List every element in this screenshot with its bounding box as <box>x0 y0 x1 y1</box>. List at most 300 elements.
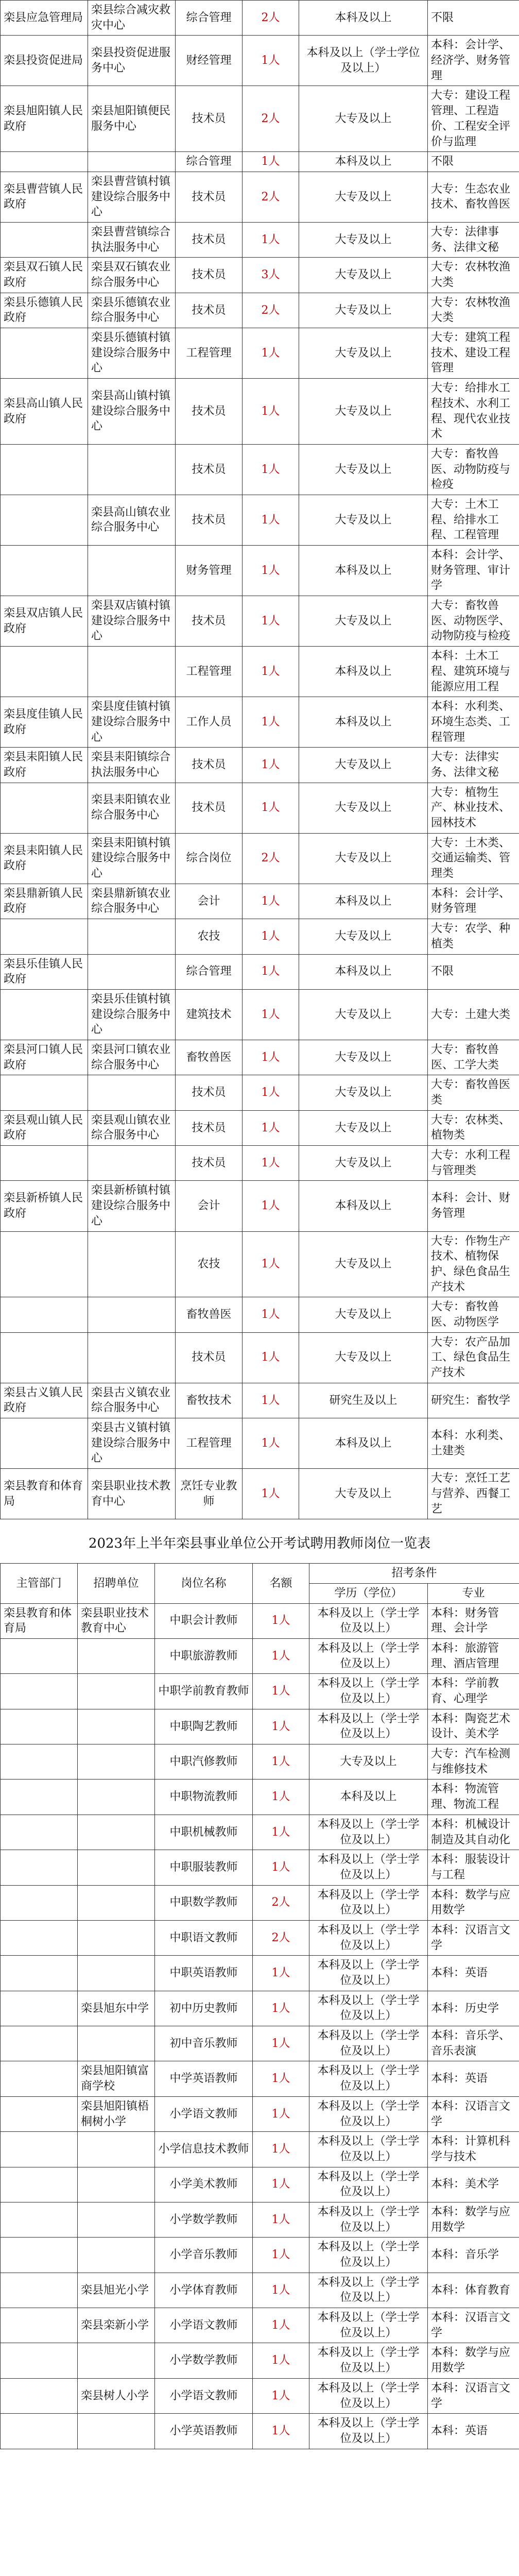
cell-post: 小学英语教师 <box>155 2414 253 2449</box>
cell-major: 大专：建筑工程技术、建设工程管理 <box>428 328 519 379</box>
cell-edu: 本科及以上（学士学位及以上） <box>309 1850 428 1885</box>
cell-edu: 本科及以上（学士学位及以上） <box>309 1885 428 1920</box>
cell-post: 中职机械教师 <box>155 1815 253 1850</box>
table-row <box>1 919 519 954</box>
cell-main <box>1 2096 78 2131</box>
cell-post: 中职陶艺教师 <box>155 1709 253 1744</box>
cell-unit: 栾县栾新小学 <box>78 2308 155 2343</box>
cell-unit <box>88 919 176 954</box>
cell-edu: 大专及以上 <box>299 1469 428 1519</box>
cell-unit <box>78 2167 155 2202</box>
header-cond: 招考条件 <box>309 1564 519 1584</box>
cell-unit <box>88 1332 176 1383</box>
cell-main <box>1 647 88 697</box>
cell-post: 会计 <box>176 1181 243 1231</box>
table-row <box>1 1231 519 1297</box>
cell-major: 大专：生态农业技术、畜牧兽医 <box>428 172 519 222</box>
cell-unit: 栾县度佳镇村镇建设综合服务中心 <box>88 697 176 748</box>
cell-post: 建筑技术 <box>176 989 243 1040</box>
cell-post: 小学语文教师 <box>155 2308 253 2343</box>
cell-post: 技术员 <box>176 1146 243 1181</box>
table-row <box>1 1146 519 1181</box>
cell-main <box>1 2378 78 2413</box>
cell-post: 技术员 <box>176 258 243 293</box>
cell-main <box>1 2061 78 2096</box>
cell-major: 大专：农学、种植类 <box>428 919 519 954</box>
cell-num: 1人 <box>253 1638 309 1673</box>
table-row <box>1 884 519 919</box>
cell-main <box>1 2132 78 2167</box>
cell-edu: 大专及以上 <box>299 1075 428 1110</box>
cell-edu: 本科及以上 <box>299 1 428 36</box>
cell-post: 初中历史教师 <box>155 1991 253 2026</box>
cell-edu: 本科及以上 <box>309 1780 428 1815</box>
cell-num: 1人 <box>253 1744 309 1780</box>
cell-edu: 大专及以上 <box>299 596 428 647</box>
cell-post: 中职物流教师 <box>155 1780 253 1815</box>
cell-unit <box>78 2132 155 2167</box>
cell-post: 中职语文教师 <box>155 1920 253 1955</box>
cell-num: 2人 <box>243 86 299 152</box>
cell-edu: 大专及以上 <box>299 172 428 222</box>
table-row <box>1 328 519 379</box>
cell-unit: 栾县乐佳镇村镇建设综合服务中心 <box>88 989 176 1040</box>
cell-num: 1人 <box>253 2273 309 2308</box>
cell-edu: 大专及以上 <box>299 258 428 293</box>
cell-post: 技术员 <box>176 596 243 647</box>
cell-post: 技术员 <box>176 1075 243 1110</box>
cell-num: 1人 <box>243 546 299 596</box>
table-row <box>1 1638 519 1673</box>
cell-edu: 本科及以上 <box>299 697 428 748</box>
cell-edu: 本科及以上（学士学位及以上） <box>309 2026 428 2061</box>
cell-main <box>1 2343 78 2378</box>
cell-major: 本科：体育教育 <box>428 2273 519 2308</box>
cell-num: 1人 <box>253 1991 309 2026</box>
cell-main: 栾县古义镇人民政府 <box>1 1383 88 1418</box>
table-row <box>1 783 519 833</box>
table-row <box>1 1040 519 1075</box>
cell-post: 农技 <box>176 1231 243 1297</box>
cell-edu: 大专及以上 <box>299 1040 428 1075</box>
table-row <box>1 2308 519 2343</box>
cell-major: 本科：音乐学 <box>428 2238 519 2273</box>
cell-edu: 本科及以上（学士学位及以上） <box>309 2096 428 2131</box>
table-row <box>1 2273 519 2308</box>
cell-num: 1人 <box>243 884 299 919</box>
cell-num: 2人 <box>243 1 299 36</box>
cell-major: 不限 <box>428 1 519 36</box>
cell-num: 1人 <box>243 1332 299 1383</box>
cell-main <box>1 989 88 1040</box>
cell-main: 栾县乐佳镇人民政府 <box>1 954 88 989</box>
cell-major: 本科：英语 <box>428 1956 519 1991</box>
cell-unit <box>78 1744 155 1780</box>
table-row <box>1 1418 519 1469</box>
header-major: 专业 <box>428 1583 519 1603</box>
cell-unit: 栾县旭东中学 <box>78 1991 155 2026</box>
cell-edu: 大专及以上 <box>299 1231 428 1297</box>
cell-num: 1人 <box>243 1075 299 1110</box>
cell-major: 大专：作物生产技术、植物保护、绿色食品生产技术 <box>428 1231 519 1297</box>
table-row <box>1 2061 519 2096</box>
cell-num: 1人 <box>243 36 299 86</box>
cell-edu: 本科及以上（学士学位及以上） <box>309 2061 428 2096</box>
cell-major: 本科：会计学、经济学、财务管理 <box>428 36 519 86</box>
cell-post: 综合管理 <box>176 954 243 989</box>
cell-post: 畜牧兽医 <box>176 1040 243 1075</box>
cell-major: 大专：土木类、交通运输类、管理类 <box>428 833 519 884</box>
cell-main <box>1 1956 78 1991</box>
cell-main: 栾县教育和体育局 <box>1 1603 78 1638</box>
cell-post: 工程管理 <box>176 647 243 697</box>
cell-edu: 大专及以上 <box>299 919 428 954</box>
cell-edu: 大专及以上 <box>299 833 428 884</box>
cell-main <box>1 2202 78 2237</box>
cell-major: 本科：会计学、财务管理 <box>428 884 519 919</box>
cell-edu: 本科及以上（学士学位及以上） <box>309 1674 428 1709</box>
table-row <box>1 1674 519 1709</box>
cell-post: 技术员 <box>176 222 243 257</box>
header-post: 岗位名称 <box>155 1564 253 1603</box>
cell-edu: 大专及以上 <box>299 86 428 152</box>
cell-post: 中职数学教师 <box>155 1885 253 1920</box>
cell-main: 栾县河口镇人民政府 <box>1 1040 88 1075</box>
cell-major: 大专：畜牧兽医、动物医学 <box>428 1297 519 1332</box>
cell-main <box>1 783 88 833</box>
cell-unit <box>88 647 176 697</box>
cell-unit: 栾县职业技术教育中心 <box>88 1469 176 1519</box>
cell-edu: 本科及以上（学士学位及以上） <box>309 1920 428 1955</box>
cell-post: 工程管理 <box>176 328 243 379</box>
cell-unit: 栾县树人小学 <box>78 2378 155 2413</box>
cell-post: 小学语文教师 <box>155 2096 253 2131</box>
cell-main: 栾县旭阳镇人民政府 <box>1 86 88 152</box>
cell-edu: 大专及以上 <box>299 748 428 783</box>
table-row <box>1 36 519 86</box>
cell-edu: 本科及以上 <box>299 1181 428 1231</box>
cell-edu: 本科及以上（学士学位及以上） <box>309 2202 428 2237</box>
table-row <box>1 2238 519 2273</box>
cell-unit <box>78 2202 155 2237</box>
cell-unit: 栾县高山镇村镇建设综合服务中心 <box>88 379 176 445</box>
cell-unit <box>88 152 176 172</box>
cell-edu: 本科及以上 <box>299 954 428 989</box>
cell-num: 1人 <box>243 1383 299 1418</box>
cell-num: 1人 <box>243 1146 299 1181</box>
cell-unit <box>88 1297 176 1332</box>
cell-major: 本科：会计学、财务管理、审计学 <box>428 546 519 596</box>
table-row <box>1 1603 519 1638</box>
cell-post: 技术员 <box>176 172 243 222</box>
cell-major: 不限 <box>428 152 519 172</box>
cell-edu: 大专及以上 <box>299 1146 428 1181</box>
table-row <box>1 172 519 222</box>
cell-num: 1人 <box>243 748 299 783</box>
cell-post: 小学数学教师 <box>155 2202 253 2237</box>
cell-num: 1人 <box>253 2378 309 2413</box>
cell-post: 中职会计教师 <box>155 1603 253 1638</box>
table-row <box>1 1383 519 1418</box>
cell-edu: 本科及以上（学士学位及以上） <box>309 2132 428 2167</box>
table-row <box>1 954 519 989</box>
cell-edu: 本科及以上（学士学位及以上） <box>309 1956 428 1991</box>
cell-major: 本科：汉语言文学 <box>428 2378 519 2413</box>
cell-num: 1人 <box>253 2308 309 2343</box>
table-row <box>1 1332 519 1383</box>
table-row <box>1 2026 519 2061</box>
cell-post: 技术员 <box>176 783 243 833</box>
cell-major: 大专：烹饪工艺与营养、西餐工艺 <box>428 1469 519 1519</box>
cell-main <box>1 2414 78 2449</box>
table-row <box>1 989 519 1040</box>
cell-main <box>1 444 88 495</box>
cell-post: 小学信息技术教师 <box>155 2132 253 2167</box>
cell-major: 不限 <box>428 954 519 989</box>
cell-post: 财经管理 <box>176 36 243 86</box>
cell-major: 大专：汽车检测与维修技术 <box>428 1744 519 1780</box>
cell-major: 本科：计算机科学与技术 <box>428 2132 519 2167</box>
table-row <box>1 1956 519 1991</box>
cell-num: 2人 <box>243 833 299 884</box>
table-row <box>1 2202 519 2237</box>
cell-edu: 本科及以上 <box>299 647 428 697</box>
cell-major: 大专：土建大类 <box>428 989 519 1040</box>
cell-edu: 大专及以上 <box>309 1744 428 1780</box>
cell-unit: 栾县耒阳镇村镇建设综合服务中心 <box>88 833 176 884</box>
cell-post: 技术员 <box>176 86 243 152</box>
table-row <box>1 1297 519 1332</box>
cell-unit <box>78 1850 155 1885</box>
cell-main <box>1 1638 78 1673</box>
cell-major: 大专：法律实务、法律文秘 <box>428 748 519 783</box>
cell-unit <box>88 1075 176 1110</box>
cell-unit: 栾县河口镇农业综合服务中心 <box>88 1040 176 1075</box>
cell-unit <box>78 1815 155 1850</box>
cell-num: 1人 <box>243 152 299 172</box>
table-row <box>1 152 519 172</box>
cell-major: 本科：水利类、土建类 <box>428 1418 519 1469</box>
cell-edu: 大专及以上 <box>299 1110 428 1145</box>
cell-unit: 栾县耒阳镇综合执法服务中心 <box>88 748 176 783</box>
table-row <box>1 444 519 495</box>
cell-num: 1人 <box>243 1231 299 1297</box>
table-row <box>1 86 519 152</box>
cell-unit <box>78 1638 155 1673</box>
cell-num: 1人 <box>253 1956 309 1991</box>
cell-main <box>1 1297 88 1332</box>
cell-num: 1人 <box>253 2414 309 2449</box>
cell-unit <box>78 1885 155 1920</box>
header-edu: 学历（学位） <box>309 1583 428 1603</box>
cell-num: 3人 <box>243 258 299 293</box>
table-row <box>1 2167 519 2202</box>
cell-post: 技术员 <box>176 293 243 328</box>
table-row <box>1 1920 519 1955</box>
cell-unit <box>78 1956 155 1991</box>
cell-major: 大专：农林牧渔大类 <box>428 258 519 293</box>
cell-num: 1人 <box>243 1040 299 1075</box>
cell-unit: 栾县投资促进服务中心 <box>88 36 176 86</box>
cell-unit <box>88 546 176 596</box>
cell-num: 1人 <box>243 1469 299 1519</box>
table-row <box>1 2132 519 2167</box>
cell-major: 大专：建设工程管理、工程造价、工程安全评价与监理 <box>428 86 519 152</box>
table-row <box>1 1075 519 1110</box>
cell-main: 栾县双石镇人民政府 <box>1 258 88 293</box>
cell-post: 小学数学教师 <box>155 2343 253 2378</box>
cell-num: 1人 <box>253 2202 309 2237</box>
cell-post: 中学英语教师 <box>155 2061 253 2096</box>
cell-num: 1人 <box>253 2061 309 2096</box>
cell-main <box>1 1709 78 1744</box>
cell-post: 工作人员 <box>176 697 243 748</box>
cell-edu: 本科及以上（学士学位及以上） <box>309 1815 428 1850</box>
table-row <box>1 1815 519 1850</box>
table-row <box>1 1181 519 1231</box>
cell-num: 1人 <box>253 1709 309 1744</box>
cell-post: 小学美术教师 <box>155 2167 253 2202</box>
cell-major: 本科：美术学 <box>428 2167 519 2202</box>
cell-unit: 栾县双石镇农业综合服务中心 <box>88 258 176 293</box>
cell-unit: 栾县乐德镇农业综合服务中心 <box>88 293 176 328</box>
cell-num: 1人 <box>253 2026 309 2061</box>
table-row <box>1 293 519 328</box>
table-row <box>1 1885 519 1920</box>
cell-num: 1人 <box>253 1780 309 1815</box>
positions-table-2 <box>0 1563 519 2449</box>
cell-main <box>1 1920 78 1955</box>
cell-num: 1人 <box>243 495 299 545</box>
cell-unit <box>78 1780 155 1815</box>
cell-unit <box>88 444 176 495</box>
cell-edu: 本科及以上（学士学位及以上） <box>309 1991 428 2026</box>
cell-major: 本科：学前教育、心理学 <box>428 1674 519 1709</box>
cell-edu: 本科及以上 <box>299 1418 428 1469</box>
cell-unit: 栾县古义镇农业综合服务中心 <box>88 1383 176 1418</box>
cell-edu: 本科及以上（学士学位及以上） <box>309 1709 428 1744</box>
cell-num: 1人 <box>243 697 299 748</box>
table-row <box>1 2343 519 2378</box>
cell-unit <box>78 2238 155 2273</box>
cell-post: 烹饪专业教师 <box>176 1469 243 1519</box>
cell-main <box>1 1885 78 1920</box>
header-unit: 招聘单位 <box>78 1564 155 1603</box>
cell-main <box>1 222 88 257</box>
cell-edu: 本科及以上（学士学位及以上） <box>309 1638 428 1673</box>
cell-num: 1人 <box>243 328 299 379</box>
cell-main <box>1 152 88 172</box>
cell-major: 大专：农产品加工、绿色食品生产技术 <box>428 1332 519 1383</box>
cell-unit: 栾县古义镇村镇建设综合服务中心 <box>88 1418 176 1469</box>
cell-edu: 本科及以上（学士学位及以上） <box>309 2378 428 2413</box>
cell-edu: 本科及以上（学士学位及以上） <box>309 2343 428 2378</box>
cell-main: 栾县双店镇人民政府 <box>1 596 88 647</box>
table-row <box>1 495 519 545</box>
cell-num: 1人 <box>253 2343 309 2378</box>
cell-num: 1人 <box>243 919 299 954</box>
cell-major: 大专：植物生产、林业技术、园林技术 <box>428 783 519 833</box>
cell-num: 1人 <box>243 954 299 989</box>
cell-unit: 栾县职业技术教育中心 <box>78 1603 155 1638</box>
cell-edu: 大专及以上 <box>299 495 428 545</box>
cell-major: 大专：畜牧兽医、工学大类 <box>428 1040 519 1075</box>
cell-num: 2人 <box>243 172 299 222</box>
cell-unit <box>88 1146 176 1181</box>
cell-edu: 大专及以上 <box>299 444 428 495</box>
cell-num: 1人 <box>253 2167 309 2202</box>
cell-major: 大专：土木工程、给排水工程、工程管理 <box>428 495 519 545</box>
table-row <box>1 1 519 36</box>
cell-post: 技术员 <box>176 748 243 783</box>
cell-main <box>1 1991 78 2026</box>
cell-main: 栾县应急管理局 <box>1 1 88 36</box>
cell-main: 栾县鼎新镇人民政府 <box>1 884 88 919</box>
cell-num: 2人 <box>253 1885 309 1920</box>
cell-main <box>1 1850 78 1885</box>
table-row <box>1 748 519 783</box>
cell-main <box>1 546 88 596</box>
cell-main: 栾县观山镇人民政府 <box>1 1110 88 1145</box>
cell-main <box>1 2026 78 2061</box>
cell-main <box>1 1231 88 1297</box>
cell-num: 1人 <box>253 1603 309 1638</box>
cell-major: 大专：畜牧兽医、动物医学、动物防疫与检疫 <box>428 596 519 647</box>
cell-main <box>1 2308 78 2343</box>
cell-edu: 本科及以上（学士学位及以上） <box>309 2167 428 2202</box>
cell-post: 技术员 <box>176 1110 243 1145</box>
cell-major: 本科：汉语言文学 <box>428 2308 519 2343</box>
cell-major: 本科：陶瓷艺术设计、美术学 <box>428 1709 519 1744</box>
cell-num: 1人 <box>253 1850 309 1885</box>
cell-num: 1人 <box>243 596 299 647</box>
header-num: 名额 <box>253 1564 309 1603</box>
table-row <box>1 1850 519 1885</box>
cell-major: 本科：会计、财务管理 <box>428 1181 519 1231</box>
cell-unit: 栾县乐德镇村镇建设综合服务中心 <box>88 328 176 379</box>
cell-post: 技术员 <box>176 379 243 445</box>
cell-major: 大专：给排水工程技术、水利工程、现代农业技术 <box>428 379 519 445</box>
cell-main <box>1 1332 88 1383</box>
cell-major: 本科：土木工程、建筑环境与能源应用工程 <box>428 647 519 697</box>
cell-major: 本科：财务管理、会计学 <box>428 1603 519 1638</box>
cell-main <box>1 1418 88 1469</box>
cell-unit <box>78 2414 155 2449</box>
header-main: 主管部门 <box>1 1564 78 1603</box>
cell-num: 1人 <box>243 379 299 445</box>
table-row <box>1 1469 519 1519</box>
cell-post: 技术员 <box>176 495 243 545</box>
cell-post: 中职服装教师 <box>155 1850 253 1885</box>
cell-unit <box>78 1674 155 1709</box>
cell-unit: 栾县耒阳镇农业综合服务中心 <box>88 783 176 833</box>
cell-post: 小学音乐教师 <box>155 2238 253 2273</box>
cell-unit: 栾县曹营镇综合执法服务中心 <box>88 222 176 257</box>
cell-num: 1人 <box>253 2096 309 2131</box>
cell-major: 大专：畜牧兽医、动物防疫与检疫 <box>428 444 519 495</box>
table-row <box>1 647 519 697</box>
cell-edu: 大专及以上 <box>299 328 428 379</box>
cell-major: 本科：英语 <box>428 2414 519 2449</box>
cell-major: 研究生：畜牧学 <box>428 1383 519 1418</box>
cell-major: 本科：水利类、环境生态类、工程管理 <box>428 697 519 748</box>
cell-unit <box>78 2026 155 2061</box>
cell-num: 2人 <box>253 1920 309 1955</box>
cell-post: 中职学前教育教师 <box>155 1674 253 1709</box>
cell-unit: 栾县旭光小学 <box>78 2273 155 2308</box>
table-row <box>1 2096 519 2131</box>
cell-main <box>1 1815 78 1850</box>
